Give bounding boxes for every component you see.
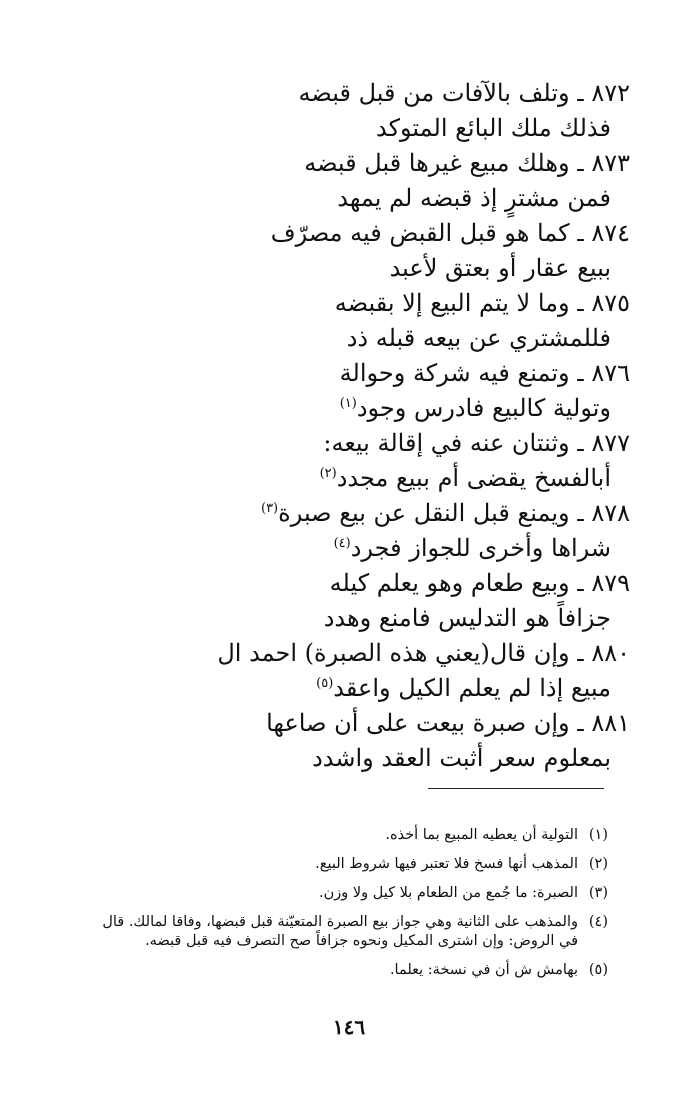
footnote-number: (٥) (588, 962, 608, 978)
verse-text: جزافاً هو التدليس فامنع وهدد (323, 604, 611, 632)
verse-text: ويمنع قبل النقل عن بيع صبرة (278, 499, 570, 527)
verse-separator: ـ (577, 502, 584, 527)
verse-first-hemistich (323, 426, 630, 460)
verse-second-hemistich (316, 671, 611, 705)
verse-text: شراها وأخرى للجواز فجرد (350, 534, 611, 562)
verse-number: ٨٨١ (591, 709, 630, 737)
verse (0, 496, 698, 566)
verse-text: وما لا يتم البيع إلا بقبضه (334, 289, 570, 317)
verse-second-hemistich (334, 531, 611, 565)
verse-text: أبالفسخ يقضى أم ببيع مجدد (336, 464, 611, 492)
verse-number: ٨٧٧ (591, 429, 630, 457)
footnote-text: الصبرة: ما جُمع من الطعام بلا كيل ولا وزن. (318, 885, 578, 901)
verse-text: فللمشتري عن بيعه قبله ذد (346, 324, 611, 352)
footnote-marker[interactable]: (٢) (319, 466, 337, 481)
footnote-marker[interactable]: (٤) (333, 536, 351, 551)
verse-first-hemistich (261, 496, 630, 530)
verse-text: مبيع إذا لم يعلم الكيل واعقد (333, 674, 611, 702)
verse-separator: ـ (577, 222, 584, 247)
verse-text: وبيع طعام وهو يعلم كيله (329, 569, 570, 597)
verse-text: وتمنع فيه شركة وحوالة (339, 359, 570, 387)
verse (0, 146, 698, 216)
footnote-number: (١) (588, 827, 608, 843)
footnote-text: والمذهب على الثانية وهي جواز بيع الصبرة المتعيّنة قبل قبضها، وفاقا لمالك. قال (102, 914, 578, 930)
verse-first-hemistich (340, 356, 630, 390)
verse-separator: ـ (577, 292, 584, 317)
footnote-text: بهامش ش أن في نسخة: يعلما. (389, 962, 578, 978)
verse-number: ٨٧٩ (591, 569, 630, 597)
verse-second-hemistich (340, 391, 611, 425)
verse-second-hemistich (320, 461, 611, 495)
footnotes (23, 826, 608, 990)
verse-text: وإن قال(يعني هذه الصبرة) احمد ال (217, 639, 570, 667)
verse-number: ٨٧٢ (591, 79, 630, 107)
verse-first-hemistich (335, 286, 630, 320)
verse-number: ٨٧٣ (591, 149, 630, 177)
verse-first-hemistich (217, 636, 630, 670)
footnote (23, 884, 608, 903)
verse (0, 356, 698, 426)
verse-text: فذلك ملك البائع المتوكد (375, 114, 611, 142)
footnote-number: (٣) (588, 885, 608, 901)
verse-second-hemistich (337, 181, 611, 215)
footnote-number: (٢) (588, 856, 608, 872)
verse (0, 216, 698, 286)
verse (0, 636, 698, 706)
verse-separator: ـ (577, 152, 584, 177)
poem-verses (0, 76, 698, 776)
verse-text: وهلك مبيع غيرها قبل قبضه (304, 149, 570, 177)
verse (0, 566, 698, 636)
verse-first-hemistich (330, 566, 630, 600)
verse-separator: ـ (577, 572, 584, 597)
verse (0, 426, 698, 496)
verse-second-hemistich (312, 741, 611, 775)
page-number: ١٤٦ (332, 1015, 366, 1039)
verse-separator: ـ (577, 82, 584, 107)
verse (0, 706, 698, 776)
verse-first-hemistich (299, 76, 630, 110)
verse-number: ٨٧٦ (591, 359, 630, 387)
footnote-marker[interactable]: (١) (339, 396, 357, 411)
verse-text: كما هو قبل القبض فيه مصرّف (270, 219, 570, 247)
verse-text: فمن مشترٍ إذ قبضه لم يمهد (337, 184, 611, 212)
verse-separator: ـ (577, 712, 584, 737)
footnote-number: (٤) (588, 914, 608, 930)
footnote (23, 961, 608, 980)
verse-text: وتولية كالبيع فادرس وجود (356, 394, 611, 422)
verse-text: وتلف بالآفات من قبل قبضه (298, 79, 570, 107)
footnote (23, 826, 608, 845)
verse-text: وإن صبرة بيعت على أن صاعها (266, 709, 570, 737)
footnote-text-continued: في الروض: وإن اشترى المكيل ونحوه جزافاً صح التصرف فيه قبل قبضه. (145, 933, 578, 949)
verse-second-hemistich (324, 601, 611, 635)
footnote-marker[interactable]: (٥) (316, 676, 334, 691)
verse (0, 76, 698, 146)
footnote-marker[interactable]: (٣) (260, 501, 279, 516)
verse-number: ٨٨٠ (591, 639, 630, 667)
verse-separator: ـ (577, 362, 584, 387)
verse-number: ٨٧٨ (591, 499, 630, 527)
verse-first-hemistich (266, 706, 630, 740)
verse-second-hemistich (376, 111, 611, 145)
footnote (23, 913, 608, 951)
verse-second-hemistich (347, 321, 611, 355)
verse-first-hemistich (304, 146, 630, 180)
verse-first-hemistich (271, 216, 630, 250)
verse-separator: ـ (577, 642, 584, 667)
footnote (23, 855, 608, 874)
verse-number: ٨٧٥ (591, 289, 630, 317)
footnote-text: التولية أن يعطيه المبيع بما أخذه. (385, 827, 578, 843)
verse-separator: ـ (577, 432, 584, 457)
footnote-text: المذهب أنها فسخ فلا تعتبر فيها شروط البيع. (315, 856, 578, 872)
verse-text: ببيع عقار أو بعتق لأعبد (389, 254, 611, 282)
verse-number: ٨٧٤ (591, 219, 630, 247)
verse-second-hemistich (390, 251, 611, 285)
verse-text: وثنتان عنه في إقالة بيعه: (323, 429, 570, 457)
verse (0, 286, 698, 356)
footnote-divider (428, 788, 604, 789)
verse-text: بمعلوم سعر أثبت العقد واشدد (312, 744, 611, 772)
